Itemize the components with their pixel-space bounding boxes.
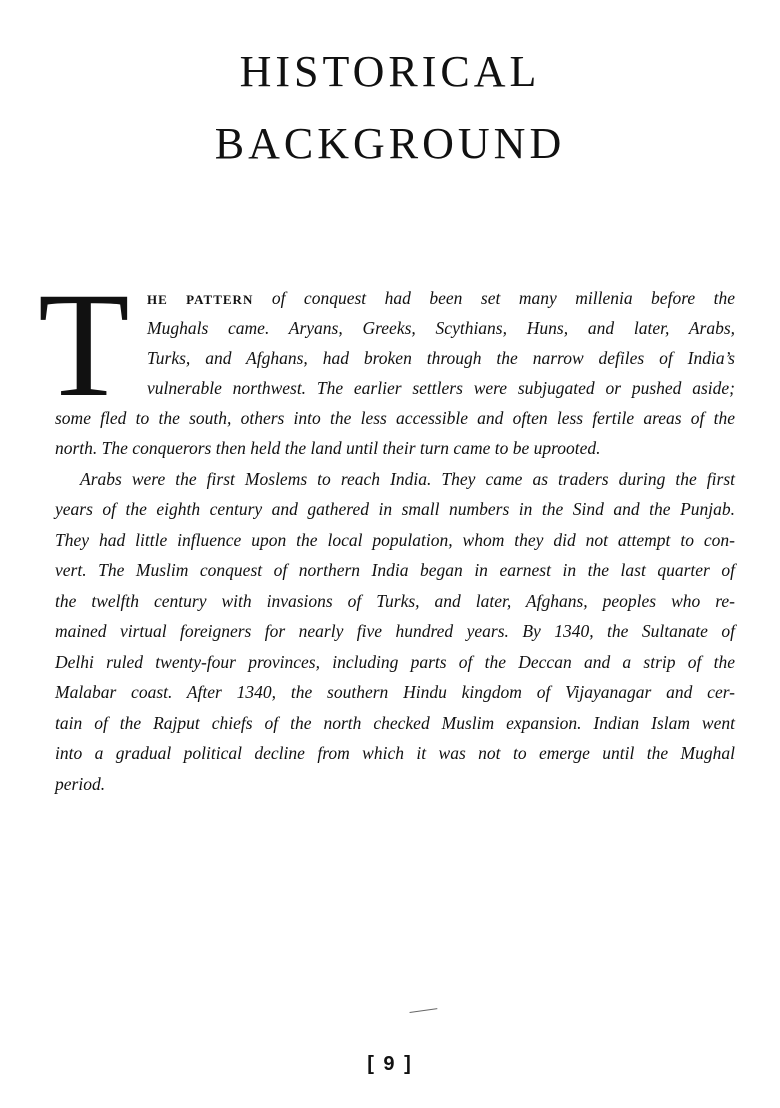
body-line: years of the eighth century and gathered in small numbers in the Sind and the Punjab. [55, 499, 735, 519]
lead-smallcaps: HE PATTERN [147, 292, 254, 307]
ink-mark [410, 1008, 439, 1021]
body-line: Turks, and Afghans, had broken through the narrow defiles of India’s [147, 348, 735, 368]
chapter-title-line-1: HISTORICAL [239, 47, 541, 96]
body-line: Mughals came. Aryans, Greeks, Scythians, Huns, and later, Arabs, [147, 318, 735, 338]
drop-cap: T [38, 262, 130, 428]
body-line: vulnerable northwest. The earlier settlers were subjugated or pushed aside; [147, 378, 735, 398]
body-line: vert. The Muslim conquest of northern India began in earnest in the last quarter of [55, 560, 735, 580]
body-line-text: of conquest had been set many millenia before the [253, 288, 735, 308]
body-line: mained virtual foreigners for nearly five hundred years. By 1340, the Sultanate of [55, 621, 735, 641]
body-line: period. [55, 774, 106, 794]
body-line: the twelfth century with invasions of Turks, and later, Afghans, peoples who re- [55, 591, 735, 611]
page-number: [ 9 ] [367, 1053, 413, 1075]
body-line: into a gradual political decline from which it was not to emerge until the Mughal [55, 743, 735, 763]
body-line: tain of the Rajput chiefs of the north checked Muslim expansion. Indian Islam went [55, 713, 735, 733]
body-line: Delhi ruled twenty-four provinces, including parts of the Deccan and a strip of the [55, 652, 735, 672]
body-line: Arabs were the first Moslems to reach India. They came as traders during the first [80, 469, 735, 489]
body-line: some fled to the south, others into the less accessible and often less fertile areas of the [55, 408, 735, 428]
body-line: north. The conquerors then held the land until their turn came to be uprooted. [55, 438, 601, 458]
body-line [147, 287, 735, 311]
chapter-title-line-2: BACKGROUND [214, 119, 566, 168]
body-line: They had little influence upon the local population, whom they did not attempt to con- [55, 530, 735, 550]
body-line: Malabar coast. After 1340, the southern Hindu kingdom of Vijayanagar and cer- [55, 682, 735, 702]
